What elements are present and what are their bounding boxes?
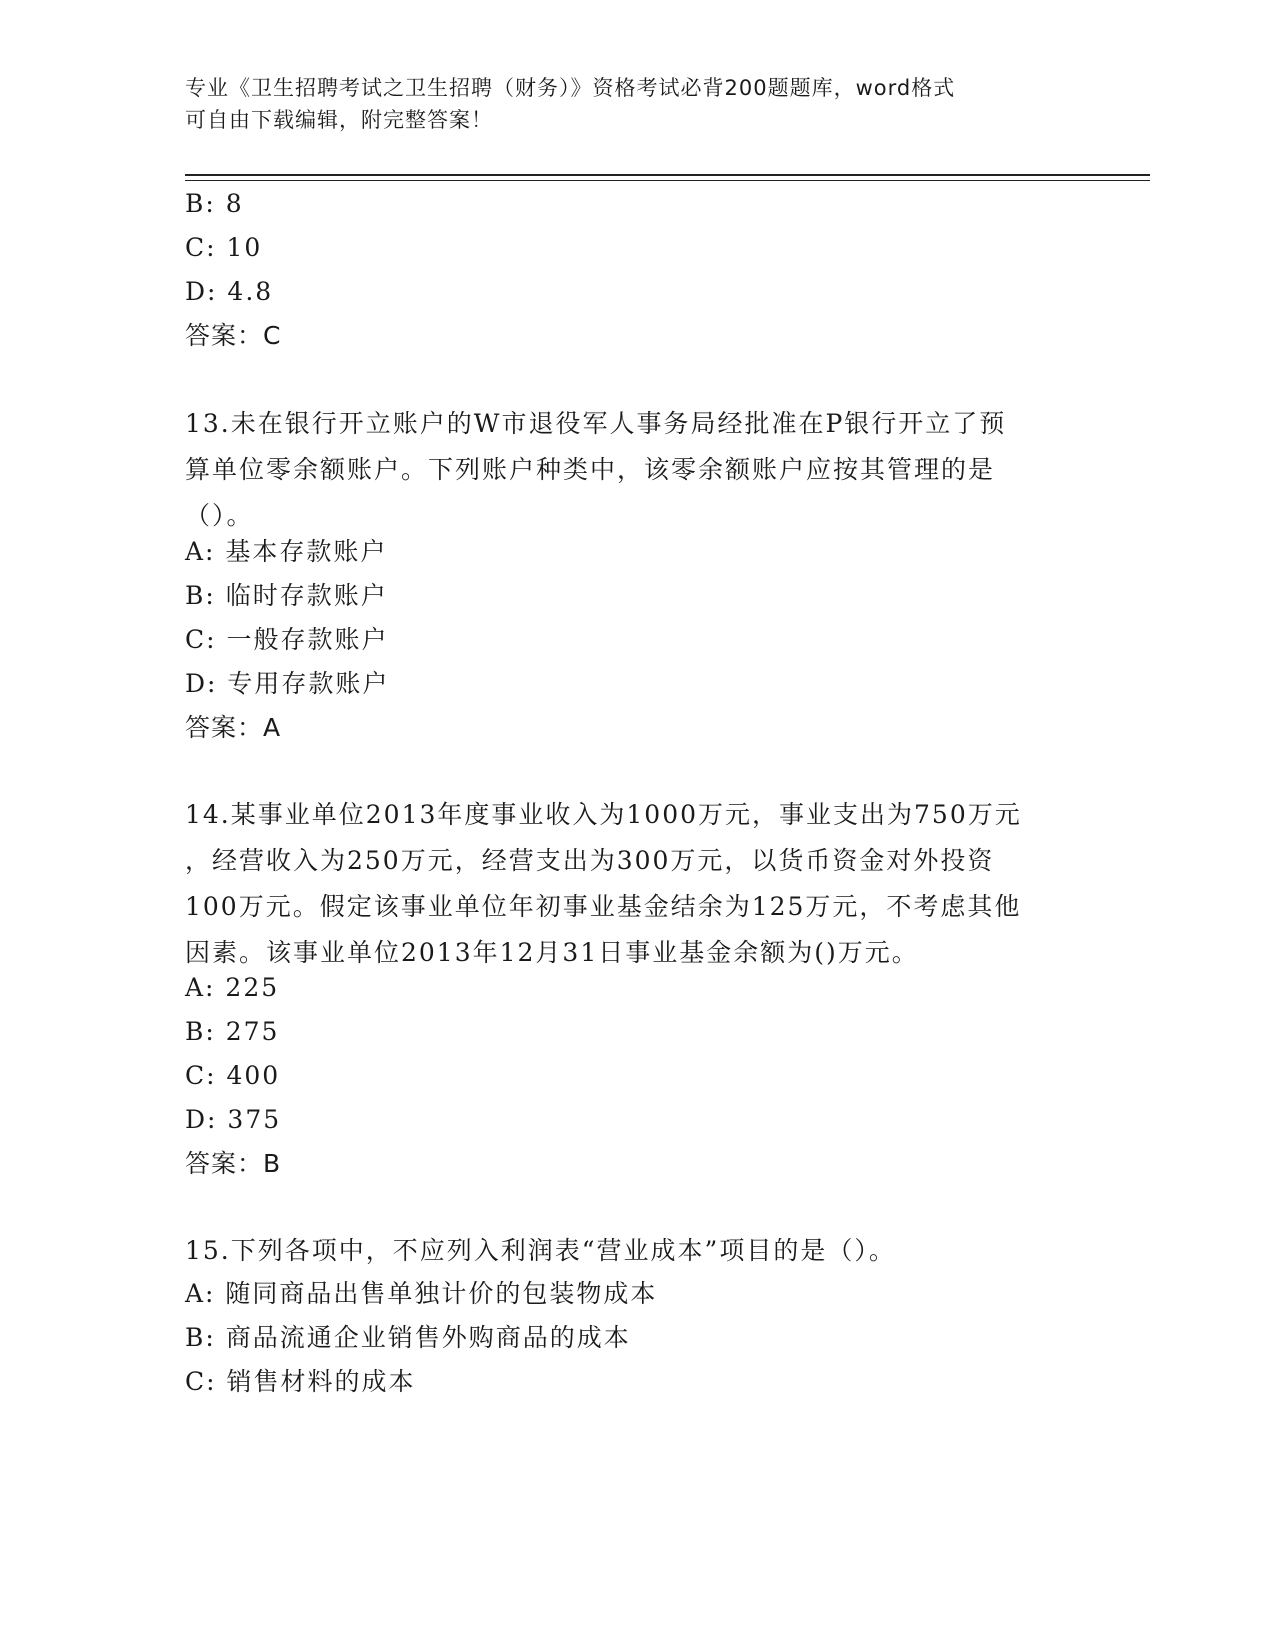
q15-stem-line-1: 15.下列各项中，不应列入利润表“营业成本”项目的是（）。 [185,1236,896,1265]
q14-answer: 答案：B [185,1149,282,1178]
q14-option-c: C: 400 [185,1061,281,1090]
q13-option-c: C: 一般存款账户 [185,625,389,654]
q13-stem-line-3: （）。 [185,501,254,530]
q13-stem [185,401,1085,539]
q13-option-a: A: 基本存款账户 [185,537,388,566]
q14-option-a: A: 225 [185,973,280,1002]
q14-stem [185,792,1085,976]
header-line-2: 可自由下载编辑，附完整答案！ [185,108,493,132]
q12-option-c: C: 10 [185,233,263,262]
q14-option-d: D: 375 [185,1105,282,1134]
q14-stem-line-3: 100万元。假定该事业单位年初事业基金结余为125万元，不考虑其他 [185,892,1022,921]
q15-option-a: A: 随同商品出售单独计价的包装物成本 [185,1279,658,1308]
q13-option-b: B: 临时存款账户 [185,581,388,610]
q14-option-b: B: 275 [185,1017,280,1046]
q13-stem-line-2: 算单位零余额账户。下列账户种类中，该零余额账户应按其管理的是 [185,455,996,484]
header-rule-thin [185,180,1150,181]
q15-option-c: C: 销售材料的成本 [185,1367,416,1396]
q14-stem-line-1: 14.某事业单位2013年度事业收入为1000万元，事业支出为750万元 [185,800,1022,829]
q12-option-b: B: 8 [185,189,244,218]
q12-answer: 答案：C [185,321,282,350]
q15-stem [185,1228,1085,1274]
q12-option-d: D: 4.8 [185,277,274,306]
header-rule-thick [185,174,1150,176]
q13-stem-line-1: 13.未在银行开立账户的W市退役军人事务局经批准在P银行开立了预 [185,409,1007,438]
q13-option-d: D: 专用存款账户 [185,669,390,698]
q13-answer: 答案：A [185,713,282,742]
q14-stem-line-4: 因素。该事业单位2013年12月31日事业基金余额为()万元。 [185,938,919,967]
document-header [185,72,1085,136]
q14-stem-line-2: ，经营收入为250万元，经营支出为300万元，以货币资金对外投资 [185,846,995,875]
header-line-1: 专业《卫生招聘考试之卫生招聘（财务）》资格考试必背200题题库，word格式 [185,76,956,100]
q15-option-b: B: 商品流通企业销售外购商品的成本 [185,1323,631,1352]
